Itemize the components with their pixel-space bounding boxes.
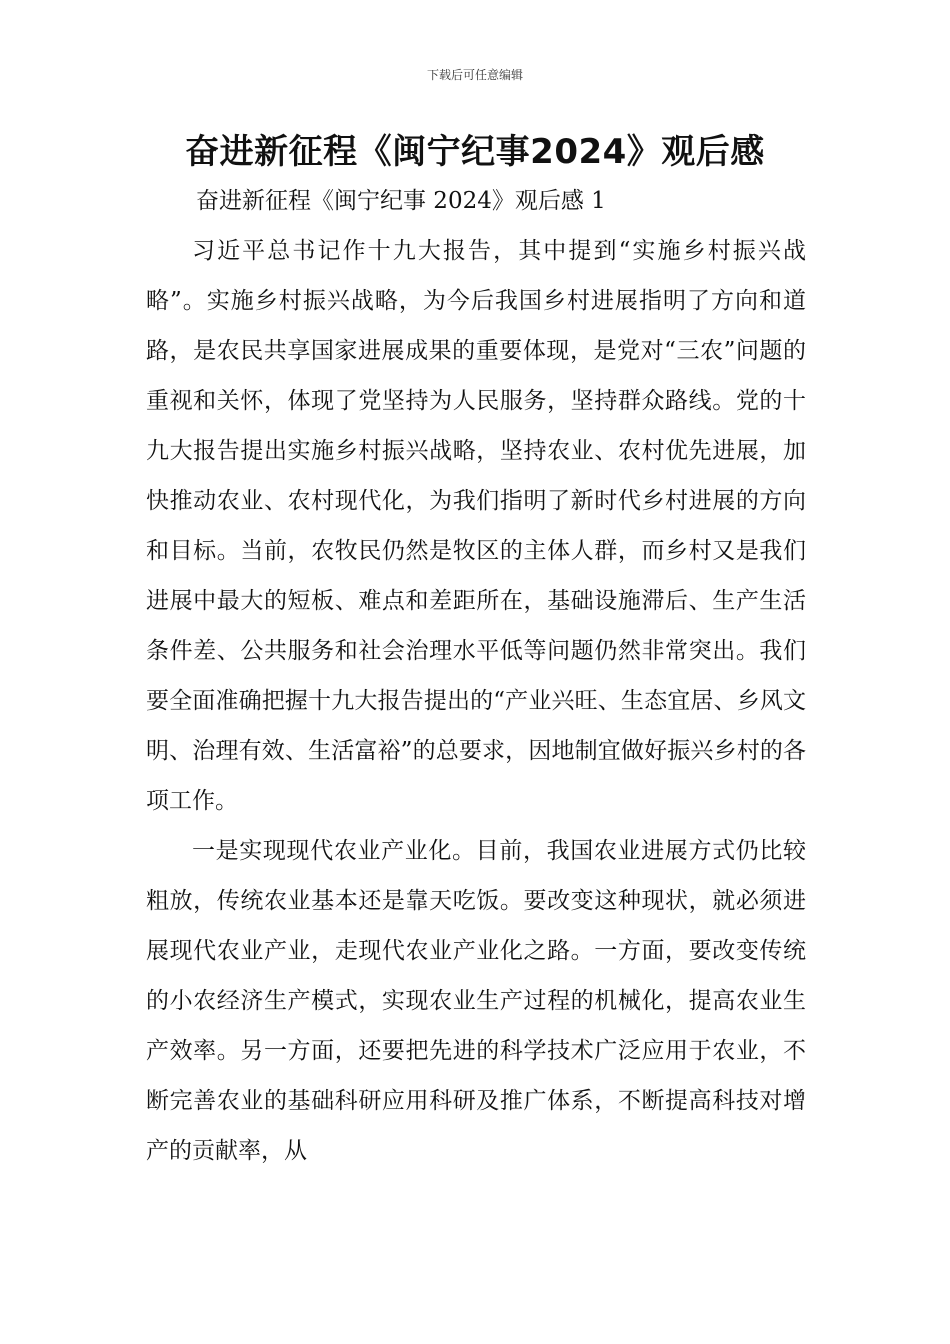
document-subtitle: 奋进新征程《闽宁纪事 2024》观后感 1	[196, 188, 606, 214]
page-header-note: 下载后可任意编辑	[426, 68, 523, 82]
body-paragraph: 一是实现现代农业产业化。目前，我国农业进展方式仍比较粗放，传统农业基本还是靠天吃饭。要改变这种现状，就必须进展现代农业产业，走现代农业产业化之路。一方面，要改变传统的小农经济生产模式，实现农业生产过程的机械化，提高农业生产效率。另一方面，还要把先进的科学技术广泛应用于农业，不断完善农业的基础科研应用科研及推广体系，不断提高科技对增产的贡献率，从	[146, 838, 806, 1164]
document-title: 奋进新征程《闽宁纪事2024》观后感	[185, 132, 765, 172]
body-paragraph: 习近平总书记作十九大报告，其中提到“实施乡村振兴战略”。实施乡村振兴战略，为今后我国乡村进展指明了方向和道路，是农民共享国家进展成果的重要体现，是党对“三农”问题的重视和关怀，体现了党坚持为人民服务，坚持群众路线。党的十九大报告提出实施乡村振兴战略，坚持农业、农村优先进展，加快推动农业、农村现代化，为我们指明了新时代乡村进展的方向和目标。当前，农牧民仍然是牧区的主体人群，而乡村又是我们进展中最大的短板、难点和差距所在，基础设施滞后、生产生活条件差、公共服务和社会治理水平低等问题仍然非常突出。我们要全面准确把握十九大报告提出的“产业兴旺、生态宜居、乡风文明、治理有效、生活富裕”的总要求，因地制宜做好振兴乡村的各项工作。	[146, 238, 806, 814]
document-body	[146, 226, 806, 1176]
